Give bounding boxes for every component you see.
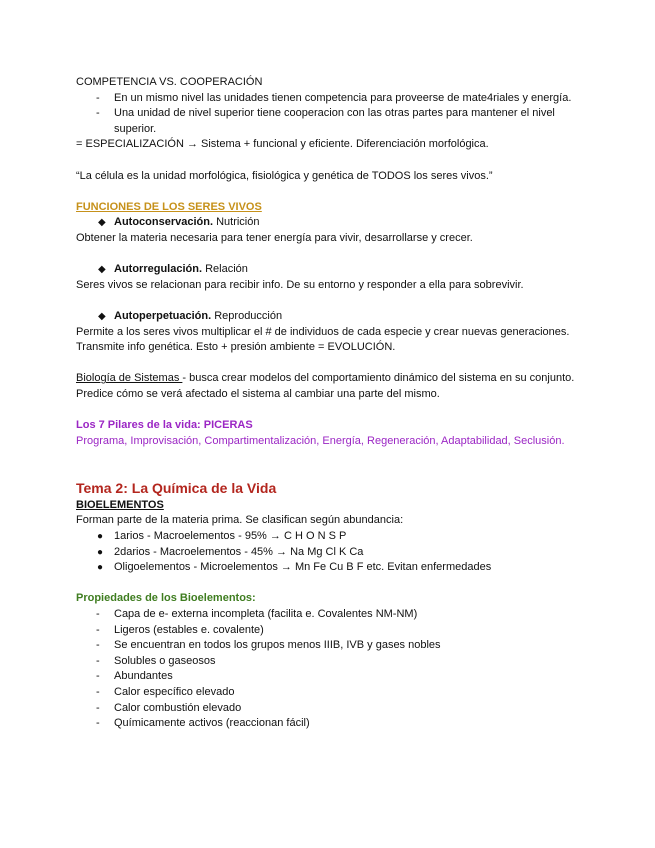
dash-marker: - — [96, 639, 100, 652]
dash-marker: - — [96, 717, 100, 730]
functions-title: FUNCIONES DE LOS SERES VIVOS — [76, 200, 262, 213]
list-item: - Se encuentran en todos los grupos menos IIIB, IVB y gases nobles — [76, 638, 576, 654]
cell-quote: “La célula es la unidad morfológica, fisiológica y genética de TODOS los seres vivos.” — [76, 169, 493, 182]
list-item: - En un mismo nivel las unidades tienen competencia para proveerse de mate4riales y energía. — [76, 91, 576, 107]
list-item: - Capa de e- externa incompleta (facilita e. Covalentes NM-NM) — [76, 607, 576, 623]
dash-marker: - — [96, 608, 100, 620]
function-heading: ◆ Autorregulación. Relación — [76, 262, 576, 278]
dash-marker: - — [96, 107, 100, 120]
bullet-dot-icon: ● — [97, 531, 104, 543]
diamond-bullet-icon: ◆ — [98, 264, 106, 276]
topic-title: Tema 2: La Química de la Vida — [76, 479, 277, 496]
dash-marker: - — [96, 91, 100, 104]
systems-biology-paragraph: Biología de Sistemas - busca crear modelos del comportamiento dinámico del sistema en su conjunto. Predice cómo se verá afectado el sistema al cambiar una parte del mismo. — [76, 372, 575, 400]
list-item: - Calor combustión elevado — [76, 701, 576, 717]
list-item: - Abundantes — [76, 669, 576, 685]
diamond-bullet-icon: ◆ — [98, 310, 106, 322]
dash-marker: - — [96, 685, 100, 698]
list-item: - Químicamente activos (reaccionan fácil) — [76, 716, 576, 732]
dash-marker: - — [96, 670, 100, 683]
function-heading: ◆ Autoperpetuación. Reproducción — [76, 309, 576, 325]
dash-marker: - — [96, 623, 100, 636]
bullet-dot-icon: ● — [97, 562, 104, 574]
list-item: - Solubles o gaseosos — [76, 654, 576, 670]
list-item: - Ligeros (estables e. covalente) — [76, 623, 576, 639]
function-description: Obtener la materia necesaria para tener energía para vivir, desarrollarse y crecer. — [76, 231, 473, 244]
list-item: ● 2darios - Macroelementos - 45% → Na Mg Cl K Ca — [76, 545, 576, 561]
pillars-title: Los 7 Pilares de la vida: PICERAS — [76, 419, 253, 432]
dash-marker: - — [96, 654, 100, 667]
list-item: ● 1arios - Macroelementos - 95% → C H O N S P — [76, 529, 576, 545]
diamond-bullet-icon: ◆ — [98, 217, 106, 229]
dash-marker: - — [96, 701, 100, 714]
function-description: Permite a los seres vivos multiplicar el # de individuos de cada especie y crear nuevas generaciones. Transmite info genética. Esto + presión ambiente = EVOLUCIÓN. — [76, 325, 570, 354]
bioelements-subtitle: BIOELEMENTOS — [76, 498, 164, 511]
bullet-dot-icon: ● — [97, 546, 104, 558]
list-item: - Calor específico elevado — [76, 685, 576, 701]
document-page — [76, 75, 576, 732]
list-item: - Una unidad de nivel superior tiene cooperacion con las otras partes para mantener el nivel superior. — [96, 107, 555, 135]
function-heading: ◆ Autoconservación. Nutrición — [76, 215, 576, 231]
bioelements-intro: Forman parte de la materia prima. Se clasifican según abundancia: — [76, 514, 404, 527]
function-description: Seres vivos se relacionan para recibir info. De su entorno y responder a ella para sobrevivir. — [76, 278, 524, 291]
list-item: ● Oligoelementos - Microelementos → Mn Fe Cu B F etc. Evitan enfermedades — [76, 560, 576, 576]
specialization-line: = ESPECIALIZACIÓN → Sistema + funcional y eficiente. Diferenciación morfológica. — [76, 138, 489, 151]
pillars-list: Programa, Improvisación, Compartimentalización, Energía, Regeneración, Adaptabilidad, Seclusión. — [76, 434, 565, 447]
competition-heading: COMPETENCIA VS. COOPERACIÓN — [76, 76, 263, 88]
properties-title: Propiedades de los Bioelementos: — [76, 592, 256, 605]
